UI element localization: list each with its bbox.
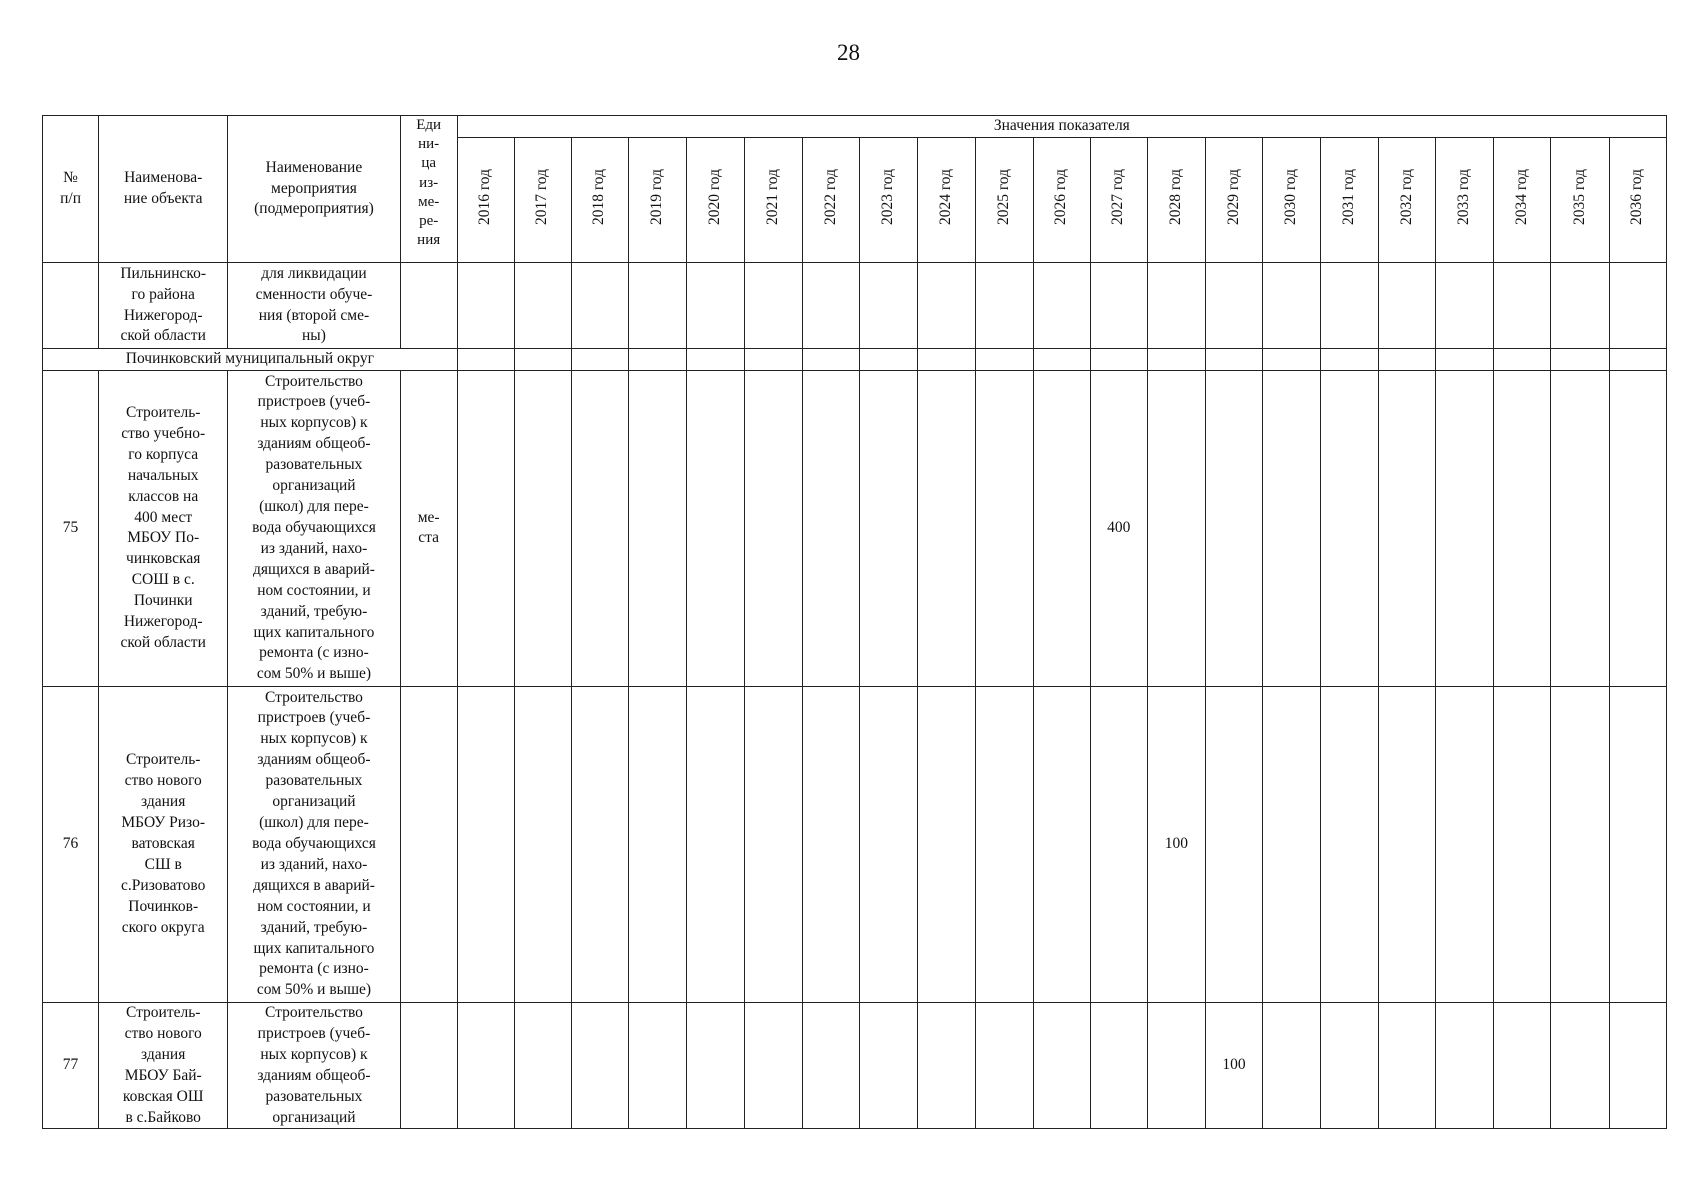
empty-value-cell [860,1002,918,1129]
empty-value-cell [1609,1002,1666,1129]
empty-value-cell [1379,370,1436,686]
table-row [43,370,1667,686]
year-label: 2018 год [590,168,608,225]
empty-value-cell [745,349,803,371]
year-label: 2027 год [1109,168,1127,225]
empty-value-cell [860,370,918,686]
year-header-cell [1090,138,1147,263]
empty-value-cell [1263,349,1321,371]
empty-value-cell [1205,686,1262,1002]
indicator-value-cell: 100 [1205,1002,1262,1129]
event-name-cell: Строительство пристроев (учеб- ных корпусов) к зданиям общеоб- разовательных организаций (школ) для пере- вода обучающихся из зданий, нахо- дящихся в аварий- ном состоянии, и зданий, требую- щих капитального ремонта (с изно- сом 50% и выше) [228,370,400,686]
year-label: 2016 год [476,168,494,225]
empty-value-cell [1436,1002,1494,1129]
section-title: Починковский муниципальный округ [43,349,458,371]
year-label: 2030 год [1282,168,1300,225]
empty-value-cell [918,1002,975,1129]
empty-value-cell [1379,686,1436,1002]
year-header-cell [1263,138,1321,263]
empty-value-cell [1436,686,1494,1002]
event-name-cell: Строительство пристроев (учеб- ных корпусов) к зданиям общеоб- разовательных организаций [228,1002,400,1129]
empty-value-cell [1205,349,1262,371]
year-label: 2033 год [1455,168,1473,225]
year-header-cell [514,138,571,263]
empty-value-cell [1551,263,1609,349]
year-header-cell [975,138,1033,263]
empty-value-cell [1436,370,1494,686]
object-name-cell: Строитель- ство учебно- го корпуса начальных классов на 400 мест МБОУ По- чинковская СОШ в с. Починки Нижегород- ской области [99,370,228,686]
empty-value-cell [803,349,860,371]
empty-value-cell [1090,349,1147,371]
empty-value-cell [918,686,975,1002]
year-header-cell [1321,138,1379,263]
empty-value-cell [1263,686,1321,1002]
empty-value-cell [1379,349,1436,371]
indicator-value-cell: 400 [1090,370,1147,686]
year-header-cell [803,138,860,263]
empty-value-cell [1609,686,1666,1002]
empty-value-cell [1494,263,1551,349]
year-label: 2021 год [764,168,782,225]
empty-value-cell [1321,1002,1379,1129]
year-header-cell [1609,138,1666,263]
empty-value-cell [628,686,686,1002]
empty-value-cell [745,686,803,1002]
year-header-cell [745,138,803,263]
empty-value-cell [1147,1002,1205,1129]
empty-value-cell [571,1002,628,1129]
empty-value-cell [975,263,1033,349]
empty-value-cell [1379,263,1436,349]
empty-value-cell [1551,686,1609,1002]
year-header-cell [860,138,918,263]
empty-value-cell [1205,263,1262,349]
empty-value-cell [918,263,975,349]
year-label: 2024 год [937,168,955,225]
empty-value-cell [571,349,628,371]
empty-value-cell [1551,370,1609,686]
empty-value-cell [514,686,571,1002]
empty-value-cell [1147,370,1205,686]
empty-value-cell [860,349,918,371]
empty-value-cell [1263,1002,1321,1129]
year-label: 2028 год [1166,168,1184,225]
empty-value-cell [628,370,686,686]
row-num [43,263,99,349]
year-label: 2026 год [1052,168,1070,225]
empty-value-cell [1321,263,1379,349]
indicator-table [42,115,1667,1129]
empty-value-cell [803,370,860,686]
object-name-cell: Строитель- ство нового здания МБОУ Бай- ковская ОШ в с.Байково [99,1002,228,1129]
empty-value-cell [918,370,975,686]
empty-value-cell [745,263,803,349]
empty-value-cell [1147,263,1205,349]
empty-value-cell [514,263,571,349]
year-header-cell [628,138,686,263]
object-name-cell: Пильнинско- го района Нижегород- ской области [99,263,228,349]
empty-value-cell [1033,263,1090,349]
empty-value-cell [628,263,686,349]
empty-value-cell [514,349,571,371]
empty-value-cell [975,686,1033,1002]
year-label: 2036 год [1628,168,1646,225]
empty-value-cell [1494,686,1551,1002]
empty-value-cell [514,370,571,686]
year-label: 2032 год [1397,168,1415,225]
empty-value-cell [1609,349,1666,371]
year-header-cell [457,138,514,263]
empty-value-cell [1379,1002,1436,1129]
empty-value-cell [1090,1002,1147,1129]
header-object-name: Наименова- ние объекта [99,116,228,263]
year-label: 2022 год [821,168,839,225]
empty-value-cell [1147,349,1205,371]
empty-value-cell [687,1002,745,1129]
object-name-cell: Строитель- ство нового здания МБОУ Ризо- ватовская СШ в с.Ризоватово Починков- ского округа [99,686,228,1002]
empty-value-cell [571,370,628,686]
empty-value-cell [745,1002,803,1129]
empty-value-cell [860,263,918,349]
empty-value-cell [687,370,745,686]
indicator-value-cell: 100 [1147,686,1205,1002]
empty-value-cell [1205,370,1262,686]
year-label: 2017 год [533,168,551,225]
empty-value-cell [457,349,514,371]
year-header-cell [1147,138,1205,263]
year-label: 2020 год [706,168,724,225]
empty-value-cell [1263,370,1321,686]
empty-value-cell [457,1002,514,1129]
unit-cell: ме- ста [400,370,457,686]
empty-value-cell [1090,263,1147,349]
empty-value-cell [860,686,918,1002]
empty-value-cell [1436,263,1494,349]
year-label: 2035 год [1570,168,1588,225]
empty-value-cell [1033,370,1090,686]
empty-value-cell [803,686,860,1002]
row-num: 77 [43,1002,99,1129]
page-number: 28 [837,40,860,65]
year-header-cell [918,138,975,263]
unit-cell [400,263,457,349]
year-label: 2023 год [879,168,897,225]
year-header-cell [687,138,745,263]
row-num: 75 [43,370,99,686]
year-header-cell [1551,138,1609,263]
year-label: 2034 год [1512,168,1530,225]
empty-value-cell [1494,370,1551,686]
year-header-cell [1205,138,1262,263]
header-indicator-values: Значения показателя [457,116,1666,138]
empty-value-cell [628,349,686,371]
year-header-cell [1494,138,1551,263]
header-unit: Еди ни- ца из- ме- ре- ния [400,116,457,263]
header-event-name: Наименование мероприятия (подмероприятия) [228,116,400,263]
header-num: № п/п [43,116,99,263]
empty-value-cell [1321,370,1379,686]
empty-value-cell [1033,686,1090,1002]
empty-value-cell [1033,349,1090,371]
event-name-cell: Строительство пристроев (учеб- ных корпусов) к зданиям общеоб- разовательных организаций (школ) для пере- вода обучающихся из зданий, нахо- дящихся в аварий- ном состоянии, и зданий, требую- щих капитального ремонта (с изно- сом 50% и выше) [228,686,400,1002]
empty-value-cell [975,349,1033,371]
empty-value-cell [687,263,745,349]
unit-cell [400,1002,457,1129]
year-header-cell [1436,138,1494,263]
empty-value-cell [1090,686,1147,1002]
empty-value-cell [803,1002,860,1129]
empty-value-cell [803,263,860,349]
empty-value-cell [514,1002,571,1129]
table-row [43,1002,1667,1129]
row-num: 76 [43,686,99,1002]
empty-value-cell [918,349,975,371]
year-label: 2019 год [648,168,666,225]
table-row [43,686,1667,1002]
empty-value-cell [628,1002,686,1129]
empty-value-cell [457,263,514,349]
table-row [43,263,1667,349]
empty-value-cell [1263,263,1321,349]
empty-value-cell [687,349,745,371]
empty-value-cell [687,686,745,1002]
event-name-cell: для ликвидации сменности обуче- ния (второй сме- ны) [228,263,400,349]
empty-value-cell [457,370,514,686]
empty-value-cell [1436,349,1494,371]
empty-value-cell [457,686,514,1002]
year-header-cell [1033,138,1090,263]
empty-value-cell [1551,349,1609,371]
empty-value-cell [1494,1002,1551,1129]
empty-value-cell [1551,1002,1609,1129]
empty-value-cell [1321,349,1379,371]
year-label: 2025 год [994,168,1012,225]
year-header-cell [571,138,628,263]
empty-value-cell [975,1002,1033,1129]
empty-value-cell [1494,349,1551,371]
empty-value-cell [1321,686,1379,1002]
section-row [43,349,1667,371]
year-header-cell [1379,138,1436,263]
empty-value-cell [745,370,803,686]
empty-value-cell [1609,263,1666,349]
empty-value-cell [975,370,1033,686]
empty-value-cell [571,686,628,1002]
empty-value-cell [571,263,628,349]
year-label: 2029 год [1224,168,1242,225]
empty-value-cell [1033,1002,1090,1129]
year-label: 2031 год [1340,168,1358,225]
empty-value-cell [1609,370,1666,686]
unit-cell [400,686,457,1002]
